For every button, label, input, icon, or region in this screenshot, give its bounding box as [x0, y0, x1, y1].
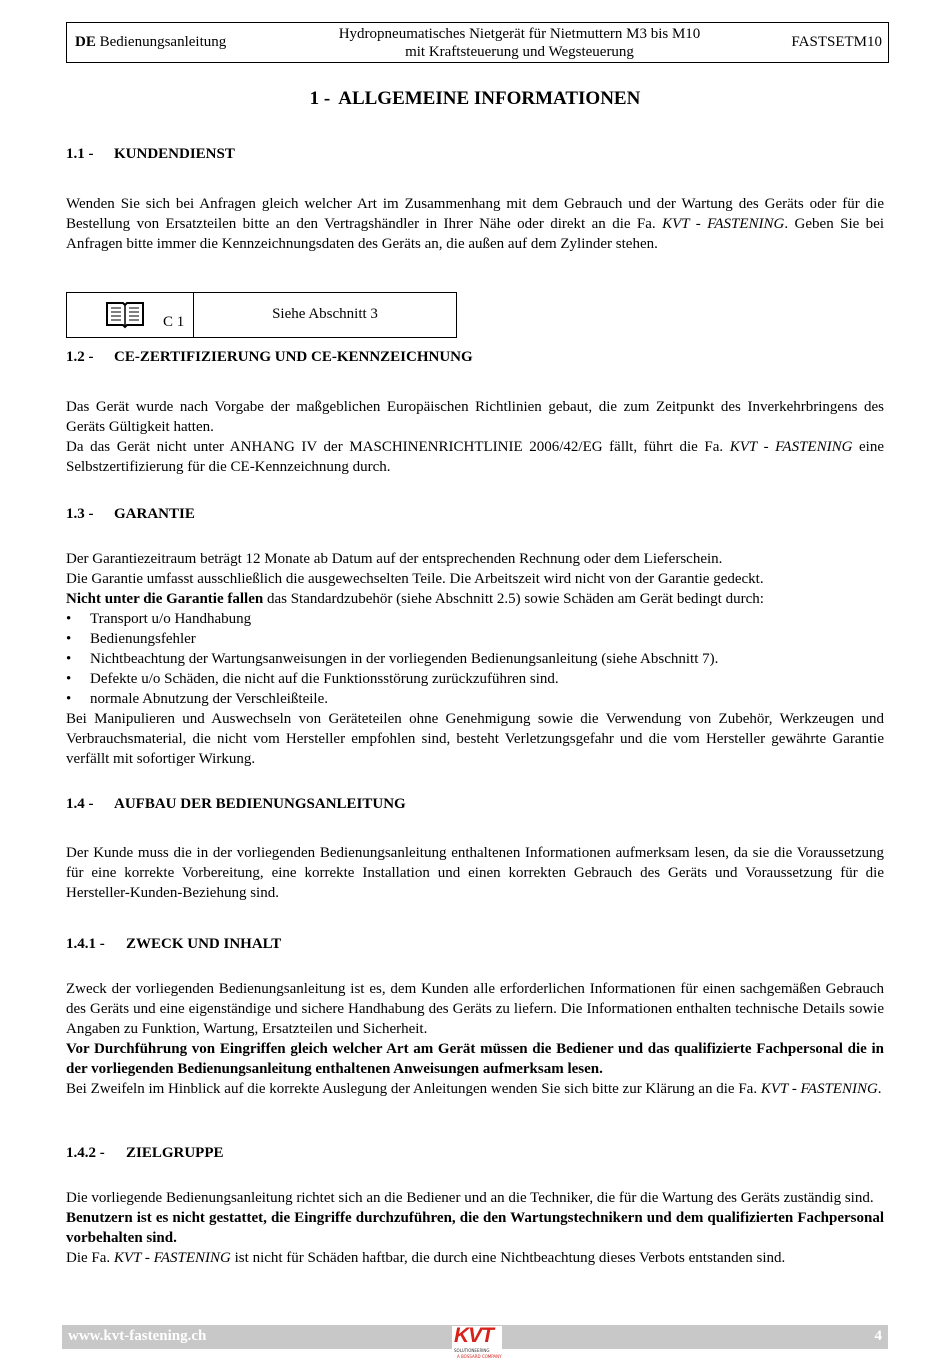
- section-heading-1-3: 1.3 - GARANTIE: [66, 506, 195, 522]
- reference-box: [66, 292, 457, 338]
- header-title: Hydropneumatisches Nietgerät für Nietmuttern M3 bis M10 mit Kraftsteuerung und Wegsteuerung: [338, 25, 701, 60]
- list-item: • Bedienungsfehler: [66, 629, 884, 649]
- section-heading-1-1: 1.1 - KUNDENDIENST: [66, 146, 235, 162]
- reference-text: Siehe Abschnitt 3: [272, 306, 378, 322]
- list-item: • Transport u/o Handhabung: [66, 609, 884, 629]
- header-doc-type: DE Bedienungsanleitung: [75, 34, 227, 50]
- section-heading-1-4-2: 1.4.2 - ZIELGRUPPE: [66, 1145, 224, 1161]
- chapter-title: 1 - ALLGEMEINE INFORMATIONEN: [309, 88, 641, 109]
- section-text-1-1: Wenden Sie sich bei Anfragen gleich welcher Art im Zusammenhang mit dem Gebrauch und der Wartung des Geräts oder für die Bestellung von Ersatzteilen bitte an den Vertragshändler in Ihrer Nähe oder direkt an die Fa. KVT - FASTENING. Geben Sie bei Anfragen bitte immer die Kennzeichnungsdaten des Geräts an, die außen auf dem Zylinder stehen.: [66, 196, 885, 252]
- section-text-1-4-1: Zweck der vorliegenden Bedienungsanleitung ist es, dem Kunden alle erforderlichen Informationen für einen sachgemäßen Gebrauch des Geräts und eine eigenständige und sichere Handhabung des Geräts zu liefern. Die Informationen enthalten technische Details sowie Angaben zu Funktion, Wartung, Ersatzteilen und Sicherheit. Vor Durchführung von Eingriffen gleich welcher Art am Gerät müssen die Bediener und das qualifizierte Fachpersonal die in der vorliegenden Bedienungsanleitung enthaltenen Anweisungen aufmerksam lesen. Bei Zweifeln im Hinblick auf die korrekte Auslegung der Anleitungen wenden Sie sich bitte zur Klärung an die Fa. KVT - FASTENING.: [66, 981, 884, 1097]
- kvt-logo: KVT SOLUTIONEERING A BOSSARD COMPANY: [454, 1324, 502, 1359]
- page-header: [66, 22, 889, 63]
- section-heading-1-4-1: 1.4.1 - ZWECK UND INHALT: [66, 936, 282, 952]
- list-item: • Defekte u/o Schäden, die nicht auf die Funktionsstörung zurückzuführen sind.: [66, 669, 884, 689]
- section-text-1-4-2: Die vorliegende Bedienungsanleitung richtet sich an die Bediener und an die Techniker, die für die Wartung des Geräts zuständig sind. Benutzern ist es nicht gestattet, die Eingriffe durchzuführen, die den Wartungstechnikern und dem qualifizierten Fachpersonal vorbehalten sind. Die Fa. KVT - FASTENING ist nicht für Schäden haftbar, die durch eine Nichtbeachtung dieses Verbots entstanden sind.: [66, 1190, 884, 1266]
- list-item: • Nichtbeachtung der Wartungsanweisungen in der vorliegenden Bedienungsanleitung (siehe Abschnitt 7).: [66, 649, 884, 669]
- page-number: 4: [874, 1328, 882, 1344]
- warranty-exclusions-list: [66, 609, 884, 709]
- reference-box-icon-cell: [67, 293, 194, 337]
- section-text-1-3: Der Garantiezeitraum beträgt 12 Monate ab Datum auf der entsprechenden Rechnung oder dem Lieferschein. Die Garantie umfasst ausschließlich die ausgewechselten Teile. Die Arbeitszeit wird nicht von der Garantie gedeckt. Nicht unter die Garantie fallen das Standardzubehör (siehe Abschnitt 2.5) sowie Schäden am Gerät bedingt durch: • Transport u/o Handhabung • Bedienungsfehler • Nichtbeachtung der Wartungsanweisungen in der vorliegenden Bedienungsanleitung (siehe Abschnitt 7). • Defekte u/o Schäden, die nicht auf die Funktionsstörung zurückzuführen sind. • normale Abnutzung der Verschleißteile. Bei Manipulieren und Auswechseln von Geräteteilen ohne Genehmigung sowie die Verwendung von Zubehör, Werkzeugen und Verbrauchsmaterial, die nicht vom Hersteller empfohlen sind, besteht Verletzungsgefahr und die vom Hersteller gewährte Garantie verfällt mit sofortiger Wirkung.: [66, 549, 884, 769]
- footer-url[interactable]: www.kvt-fastening.ch: [68, 1328, 207, 1344]
- section-heading-1-2: 1.2 - CE-ZERTIFIZIERUNG UND CE-KENNZEICHNUNG: [66, 349, 473, 365]
- reference-code: C 1: [163, 314, 185, 330]
- section-text-1-2: Das Gerät wurde nach Vorgabe der maßgeblichen Europäischen Richtlinien gebaut, die zum Zeitpunkt des Inverkehrbringens des Geräts Gültigkeit hatten. Da das Gerät nicht unter ANHANG IV der MASCHINENRICHTLINIE 2006/42/EG fällt, führt die Fa. KVT - FASTENING eine Selbstzertifizierung für die CE-Kennzeichnung durch.: [66, 399, 885, 475]
- list-item: • normale Abnutzung der Verschleißteile.: [66, 689, 884, 709]
- section-text-1-4: Der Kunde muss die in der vorliegenden Bedienungsanleitung enthaltenen Informationen aufmerksam lesen, da sie die Voraussetzung für eine korrekte Vorbereitung, eine korrekte Installation und einen korrekten Gebrauch des Geräts und Voraussetzung für die Hersteller-Kunden-Beziehung sind.: [66, 845, 884, 901]
- header-model: FASTSETM10: [791, 34, 882, 50]
- section-heading-1-4: 1.4 - AUFBAU DER BEDIENUNGSANLEITUNG: [66, 796, 406, 812]
- book-icon: [105, 299, 145, 329]
